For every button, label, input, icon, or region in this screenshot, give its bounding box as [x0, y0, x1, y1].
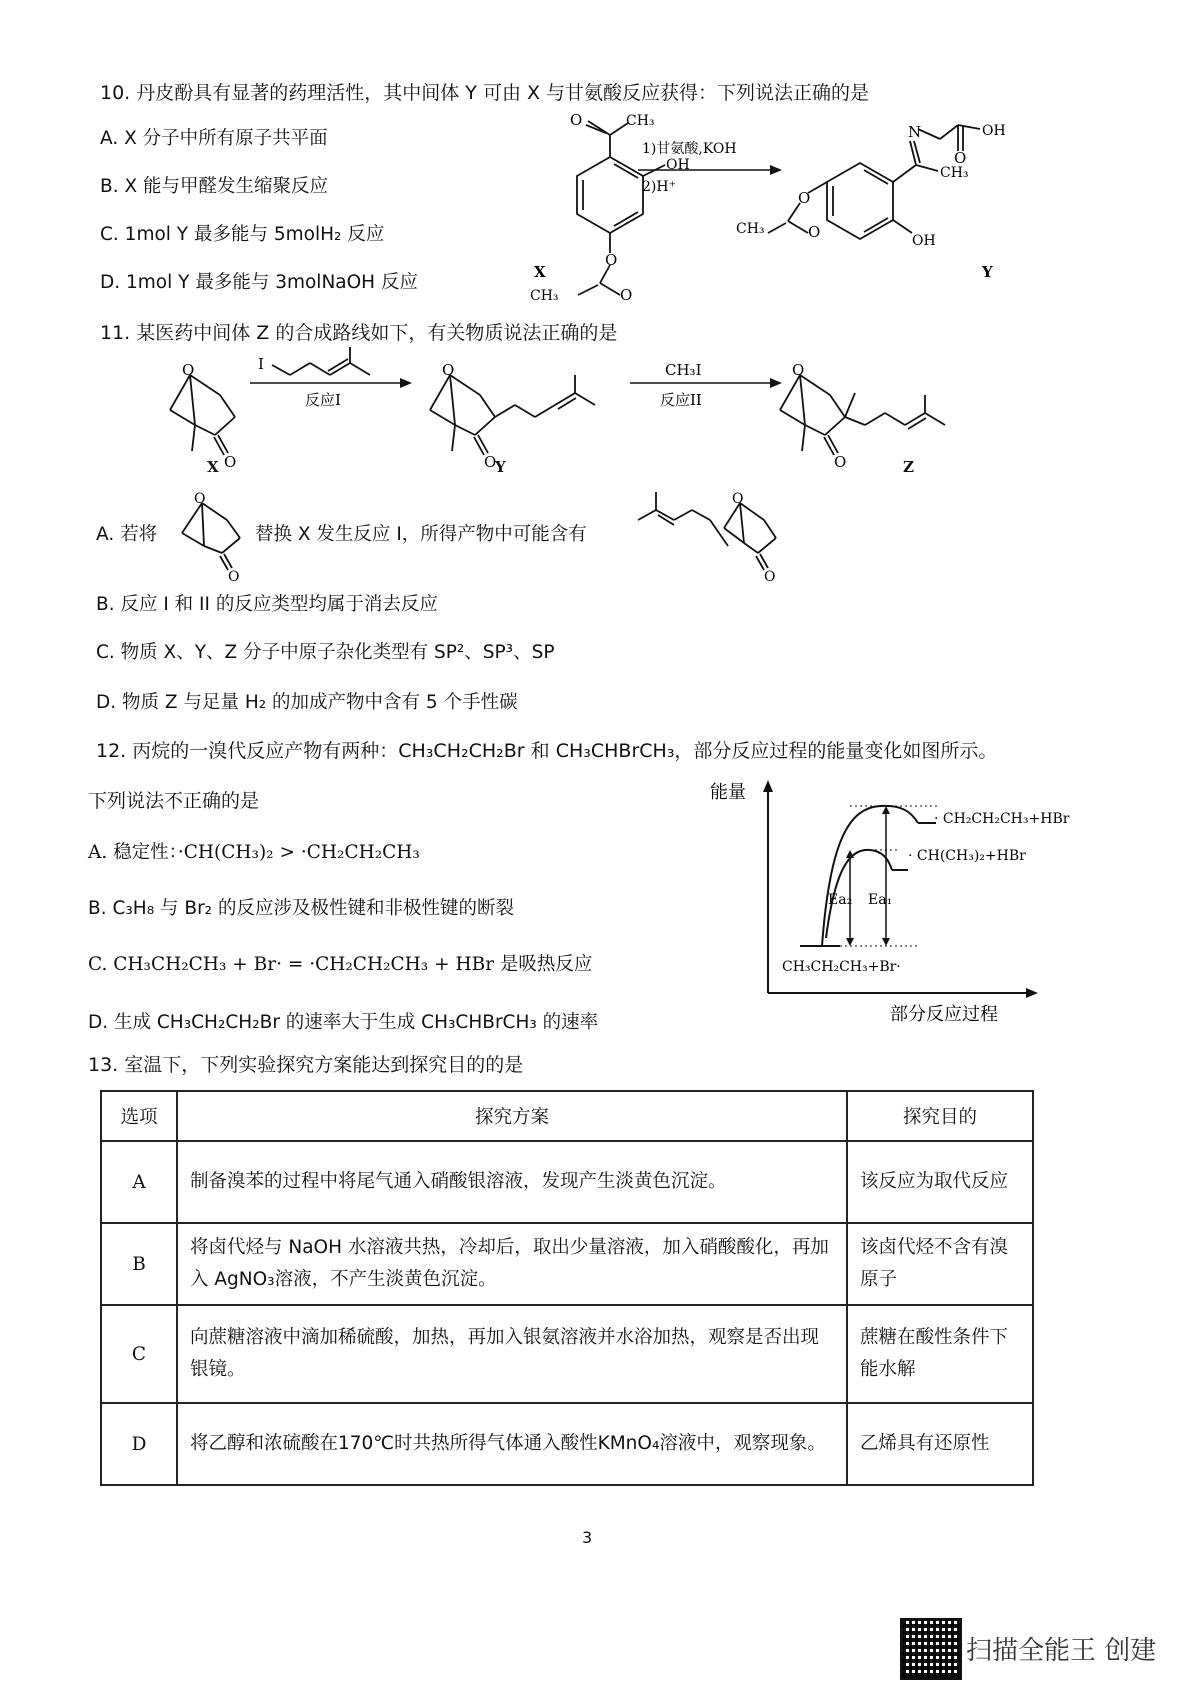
table-row — [101, 1305, 1033, 1403]
label-y: Y — [982, 263, 993, 281]
row-aim: 蔗糖在酸性条件下能水解 — [847, 1305, 1033, 1403]
row-plan: 将乙醇和浓硫酸在170℃时共热所得气体通入酸性KMnO₄溶液中，观察现象。 — [177, 1403, 847, 1485]
q11-option-b: B. 反应 I 和 II 的反应类型均属于消去反应 — [96, 594, 438, 615]
q13-table — [100, 1090, 1034, 1486]
q12-stem: 12. 丙烷的一溴代反应产物有两种：CH₃CH₂CH₂Br 和 CH₃CHBrCH₃，部分反应过程的能量变化如图所示。 — [96, 740, 998, 762]
q11-molecule-z — [780, 375, 945, 455]
q11-option-d: D. 物质 Z 与足量 H₂ 的加成产物中含有 5 个手性碳 — [96, 692, 518, 713]
y-ester-o: O — [798, 189, 811, 207]
q11-reagent-iodine: I — [258, 355, 264, 373]
row-option: D — [101, 1403, 177, 1485]
y-oh-label: OH — [912, 233, 936, 249]
header-option: 选项 — [101, 1091, 177, 1141]
opt-a-s2-carbonyl-o: O — [764, 569, 776, 585]
y-ester-carbonyl-o: O — [808, 223, 821, 241]
q11-y-bridge-o: O — [442, 361, 455, 379]
page-number: 3 — [582, 1528, 593, 1547]
table-row — [101, 1223, 1033, 1305]
x-carbonyl-o: O — [570, 111, 583, 129]
row-aim: 该卤代烃不含有溴原子 — [847, 1223, 1033, 1305]
x-oh-label: OH — [666, 157, 690, 173]
q11-z-bridge-o: O — [792, 361, 805, 379]
q11-reagent-2: CH₃I — [665, 361, 702, 379]
molecule-y-structure — [768, 125, 980, 239]
header-plan: 探究方案 — [177, 1091, 847, 1141]
q12-option-c: C. CH₃CH₂CH₃ + Br· = ·CH₂CH₂CH₃ + HBr 是吸热反应 — [88, 954, 593, 975]
energy-ylabel: 能量 — [710, 782, 746, 803]
row-aim: 该反应为取代反应 — [847, 1141, 1033, 1223]
q10-arrowhead — [770, 165, 782, 175]
q12-energy-diagram — [700, 778, 1070, 1028]
header-aim: 探究目的 — [847, 1091, 1033, 1141]
scanner-watermark: 扫描全能王 创建 — [966, 1636, 1157, 1666]
q12-stem-2: 下列说法不正确的是 — [88, 790, 260, 812]
y-acid-carbonyl-o: O — [954, 149, 967, 167]
opt-a-s1-bridge-o: O — [194, 491, 206, 507]
q10-reaction-scheme — [520, 105, 1120, 305]
opt-a-s1-carbonyl-o: O — [228, 569, 240, 585]
row-plan: 将卤代烃与 NaOH 水溶液共热，冷却后，取出少量溶液，加入硝酸酸化，再加入 AgNO₃溶液，不产生淡黄色沉淀。 — [177, 1223, 847, 1305]
q11-option-c: C. 物质 X、Y、Z 分子中原子杂化类型有 SP²、SP³、SP — [96, 642, 555, 663]
q11-option-a-structure-1 — [172, 488, 252, 585]
label-x: X — [534, 263, 546, 281]
table-row — [101, 1141, 1033, 1223]
q10-option-b: B. X 能与甲醛发生缩聚反应 — [100, 176, 329, 197]
qr-code-icon — [900, 1618, 962, 1680]
q11-molecule-x — [170, 375, 235, 455]
q11-arrowhead-1 — [400, 378, 412, 388]
q12-option-b: B. C₃H₈ 与 Br₂ 的反应涉及极性键和非极性键的断裂 — [88, 898, 514, 919]
q11-label-z-text: Z — [903, 458, 914, 476]
ea1-label: Ea₁ — [868, 892, 893, 908]
q13-stem: 13. 室温下，下列实验探究方案能达到探究目的的是 — [88, 1054, 524, 1076]
y-ester-ch3: CH₃ — [736, 221, 765, 237]
q11-stem: 11. 某医药中间体 Z 的合成路线如下，有关物质说法正确的是 — [100, 322, 618, 344]
q11-option-a-pre: A. 若将 — [96, 524, 158, 545]
q11-label-x-text: X — [207, 458, 219, 476]
y-acid-oh: OH — [982, 123, 1006, 139]
row-plan: 向蔗糖溶液中滴加稀硫酸，加热，再加入银氨溶液并水浴加热，观察是否出现银镜。 — [177, 1305, 847, 1403]
q11-molecule-y — [430, 375, 595, 455]
energy-xlabel: 部分反应过程 — [890, 1004, 998, 1025]
x-ester-ch3-label: CH₃ — [530, 288, 559, 304]
curve-ea1 — [822, 806, 918, 946]
x-ester-o: O — [605, 251, 618, 269]
x-acetyl-ch3: CH₃ — [626, 113, 655, 129]
energy-axis-x-arrow — [1026, 988, 1038, 998]
q11-label-y-text: Y — [495, 458, 506, 476]
q11-arrowhead-2 — [770, 378, 782, 388]
q11-condition-1: 反应I — [305, 391, 341, 409]
opt-a-s2-bridge-o: O — [732, 491, 744, 507]
product1-label: · CH₂CH₂CH₃+HBr — [934, 811, 1070, 827]
y-imine-ch3: CH₃ — [940, 165, 969, 181]
product2-label: · CH(CH₃)₂+HBr — [908, 848, 1026, 864]
x-ester-carbonyl-o: O — [620, 286, 633, 304]
q10-option-c: C. 1mol Y 最多能与 5molH₂ 反应 — [100, 224, 385, 245]
q11-option-a-structure-2 — [636, 488, 796, 583]
q11-y-carbonyl-o: O — [484, 453, 497, 471]
q10-option-d: D. 1mol Y 最多能与 3molNaOH 反应 — [100, 272, 418, 293]
row-aim: 乙烯具有还原性 — [847, 1403, 1033, 1485]
row-option: A — [101, 1141, 177, 1223]
row-option: B — [101, 1223, 177, 1305]
q12-option-a: A. 稳定性：·CH(CH₃)₂ > ·CH₂CH₂CH₃ — [88, 842, 420, 863]
q11-option-a-mid: 替换 X 发生反应 I，所得产物中可能含有 — [255, 524, 587, 545]
q10-condition-1: 1)甘氨酸,KOH — [642, 141, 737, 157]
q11-reaction-scheme — [160, 355, 1060, 475]
ea2-label: Ea₂ — [828, 892, 853, 908]
energy-axis-y-arrow — [763, 780, 773, 792]
q12-option-d: D. 生成 CH₃CH₂CH₂Br 的速率大于生成 CH₃CHBrCH₃ 的速率 — [88, 1012, 599, 1033]
q10-option-a: A. X 分子中所有原子共平面 — [100, 128, 328, 149]
reactant-label: CH₃CH₂CH₃+Br· — [782, 959, 901, 975]
q11-condition-2: 反应II — [660, 391, 702, 409]
q10-stem: 10. 丹皮酚具有显著的药理活性，其中间体 Y 可由 X 与甘氨酸反应获得：下列说法正确的是 — [100, 82, 870, 104]
y-imine-n: N — [908, 123, 922, 141]
q10-condition-2: 2)H⁺ — [642, 179, 676, 195]
q11-z-carbonyl-o: O — [834, 453, 847, 471]
q11-reagent-chain — [272, 347, 370, 375]
row-option: C — [101, 1305, 177, 1403]
table-row — [101, 1403, 1033, 1485]
q13-table-header — [101, 1091, 1033, 1141]
q11-x-bridge-o: O — [182, 361, 195, 379]
row-plan: 制备溴苯的过程中将尾气通入硝酸银溶液，发现产生淡黄色沉淀。 — [177, 1141, 847, 1223]
q11-x-carbonyl-o: O — [224, 453, 237, 471]
